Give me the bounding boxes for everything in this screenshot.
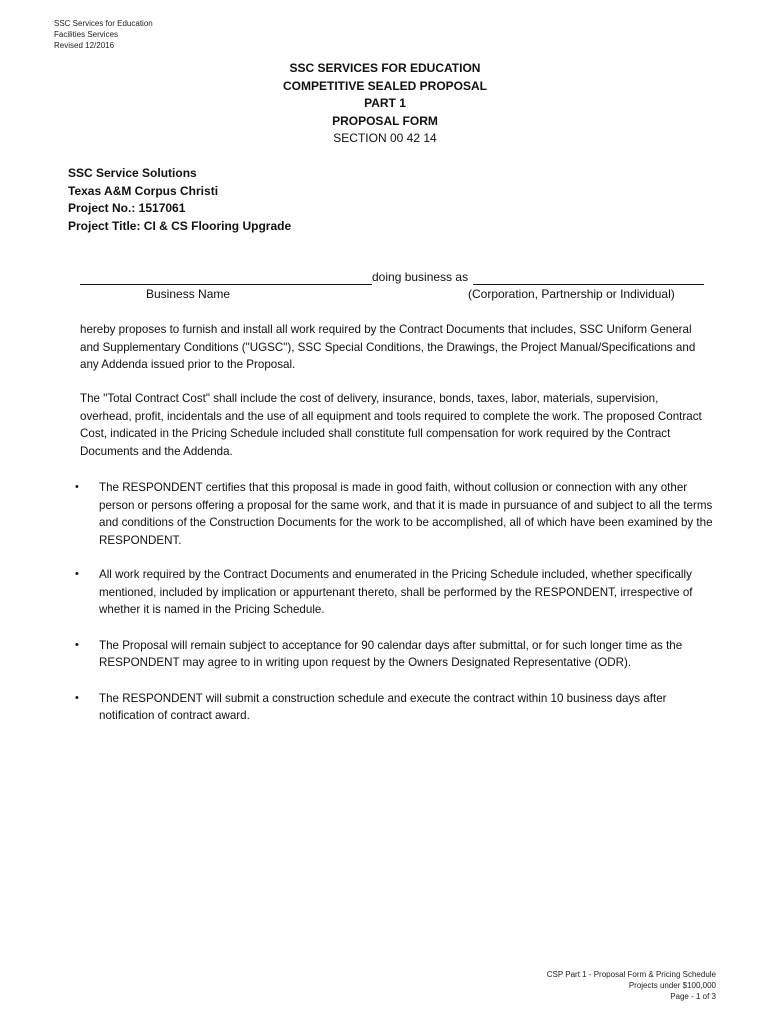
- bullet-icon: •: [75, 638, 79, 651]
- bullet-icon: •: [75, 481, 79, 493]
- project-campus: Texas A&M Corpus Christi: [68, 183, 219, 198]
- bullet-icon: •: [75, 568, 79, 580]
- list-item-text: The RESPONDENT will submit a construction schedule and execute the contract within 10 business days after notification of contract award.: [99, 691, 667, 722]
- list-item: [75, 690, 715, 725]
- project-title: Project Title: CI & CS Flooring Upgrade: [68, 218, 292, 233]
- bullet-list: [75, 479, 715, 743]
- bullet-icon: •: [75, 691, 79, 704]
- list-item-text: The Proposal will remain subject to acceptance for 90 calendar days after submittal, or for such longer time as the RESPONDENT may agree to in writing upon request by the Owners Designated Representative (ODR).: [99, 638, 683, 669]
- title-line-1: SSC SERVICES FOR EDUCATION: [289, 61, 481, 75]
- list-item: [75, 637, 715, 672]
- doing-business-as-label: doing business as: [372, 270, 469, 284]
- footer-threshold: Projects under $100,000: [628, 981, 716, 990]
- entity-type-caption: (Corporation, Partnership or Individual): [468, 287, 675, 301]
- title-line-3: PART 1: [364, 96, 406, 110]
- project-number: Project No.: 1517061: [68, 201, 186, 215]
- list-item-text: All work required by the Contract Documents and enumerated in the Pricing Schedule included, whether specifically mentioned, included by implication or appurtenant thereto, shall be performed by the RESPONDENT, irrespective of whether it is named in the Pricing Schedule.: [99, 568, 693, 616]
- corner-header-revised: Revised 12/2016: [54, 41, 115, 50]
- page-number: Page - 1 of 3: [670, 992, 716, 1001]
- corner-header-dept: Facilities Services: [54, 30, 119, 39]
- business-name-caption: Business Name: [146, 287, 231, 301]
- project-org: SSC Service Solutions: [68, 166, 197, 180]
- title-line-2: COMPETITIVE SEALED PROPOSAL: [282, 78, 488, 93]
- business-name-line: [80, 268, 710, 288]
- document-title: [0, 60, 770, 148]
- list-item-text: The RESPONDENT certifies that this proposal is made in good faith, without collusion or connection with any other person or persons offering a proposal for the same work, and that it is made in pursuance of and subject to all the terms and conditions of the Construction Documents for the work to be accomplished, all of which have been examined by the RESPONDENT.: [99, 481, 713, 547]
- page-footer: [547, 969, 716, 1002]
- title-line-4: PROPOSAL FORM: [332, 113, 438, 128]
- business-captions: [80, 287, 710, 303]
- section-number: SECTION 00 42 14: [333, 131, 437, 145]
- project-info: [68, 165, 291, 235]
- corner-header: [54, 18, 153, 51]
- paragraph-total-cost: The "Total Contract Cost" shall include the cost of delivery, insurance, bonds, taxes, labor, materials, supervision, overhead, profit, incidentals and the use of all equipment and tools required to complete the work. The proposed Contract Cost, indicated in the Pricing Schedule included shall constitute full compensation for work required by the Contract Documents and the Addenda.: [80, 392, 702, 458]
- paragraph-scope: hereby proposes to furnish and install all work required by the Contract Documents that includes, SSC Uniform General and Supplementary Conditions ("UGSC"), SSC Special Conditions, the Drawings, the Project Manual/Specifications and any Addenda issued prior to the Proposal.: [80, 323, 696, 371]
- corner-header-org: SSC Services for Education: [54, 19, 153, 28]
- list-item: [75, 566, 715, 619]
- entity-type-blank[interactable]: [473, 284, 704, 285]
- business-name-blank[interactable]: [80, 284, 372, 285]
- list-item: [75, 479, 715, 549]
- footer-form-name: CSP Part 1 - Proposal Form & Pricing Schedule: [546, 970, 716, 979]
